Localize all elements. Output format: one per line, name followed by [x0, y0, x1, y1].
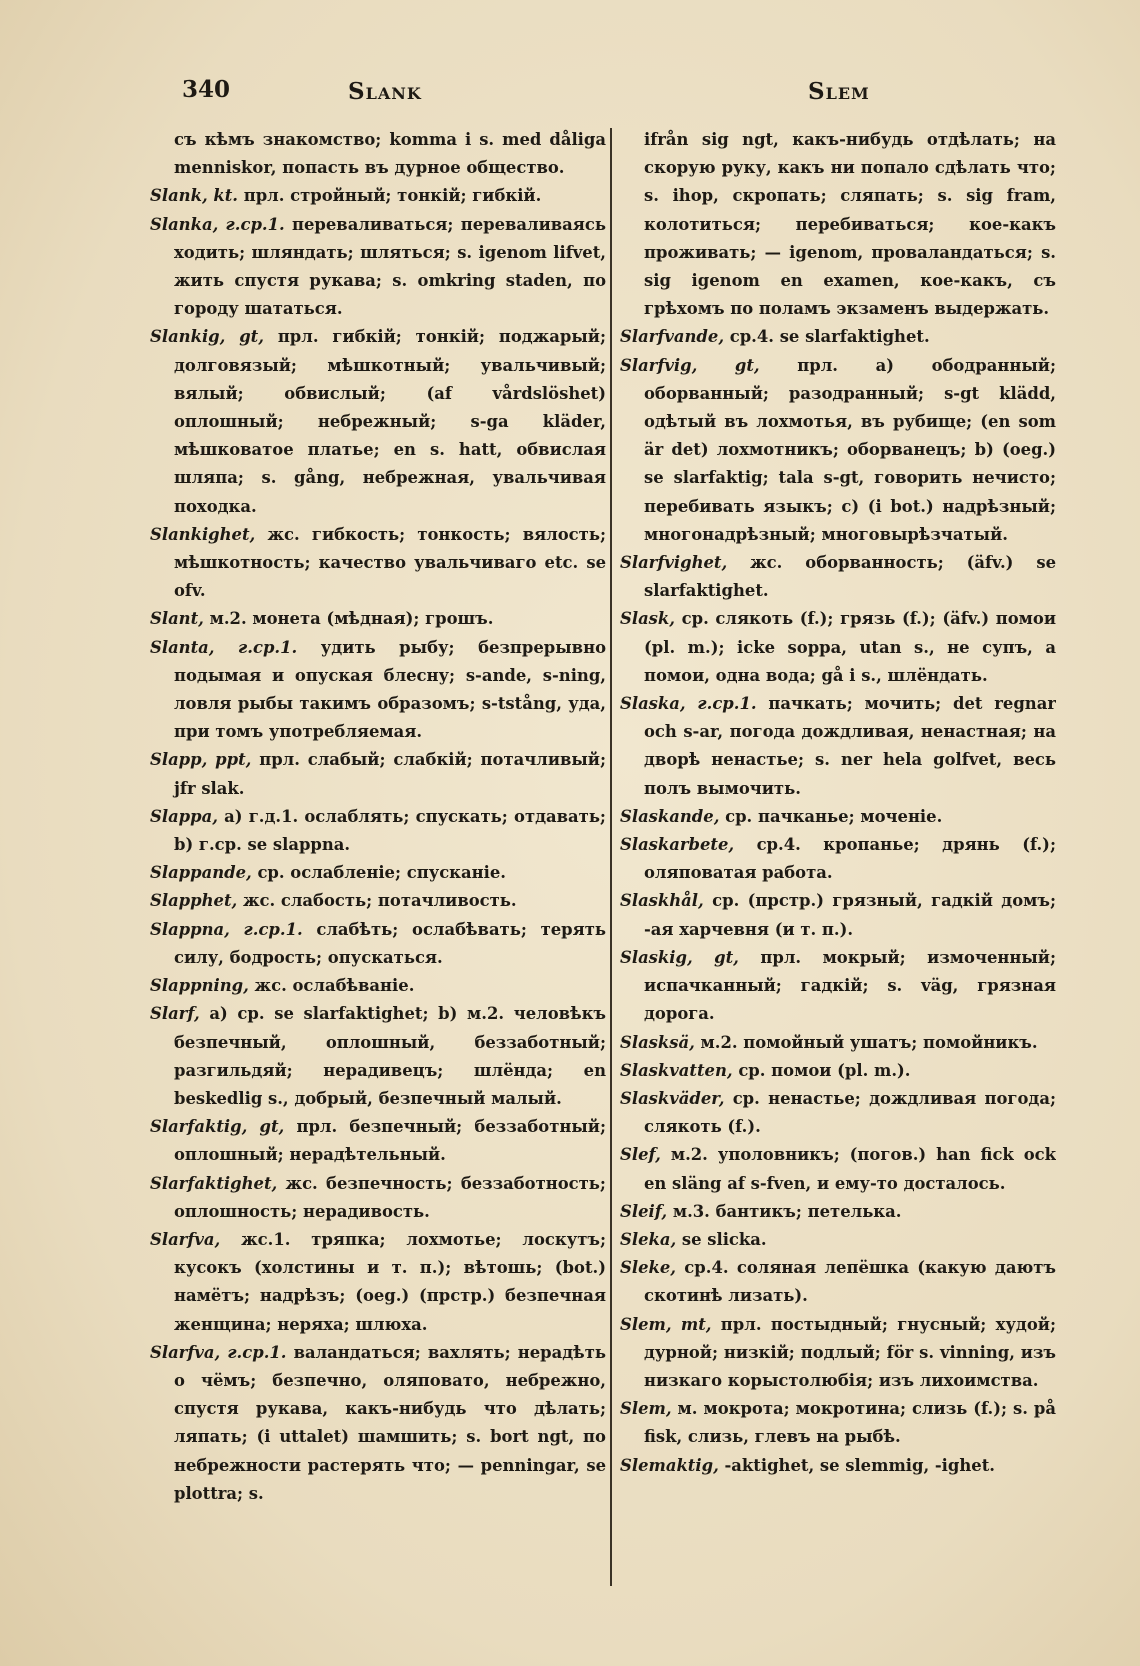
dictionary-entry: [620, 549, 1056, 605]
dictionary-entry: [620, 1198, 1056, 1226]
dictionary-entry: [620, 1085, 1056, 1141]
dictionary-entry: [150, 634, 606, 747]
entry-definition: прл. постыдный; гнусный; худой; дурной; низкій; подлый; för s. vinning, изъ низкаго корыстолюбія; изъ лихоимства.: [644, 1314, 1056, 1390]
entry-headword: Slarfva, г.ср.1.: [150, 1342, 287, 1362]
entry-headword: Slarfvande,: [620, 327, 725, 347]
dictionary-entry: [150, 126, 606, 182]
right-column: [620, 126, 1056, 1606]
entry-definition: ср. (прстр.) грязный, гадкій домъ; -ая харчевня (и т. п.).: [644, 891, 1056, 939]
entry-definition: м.2. монета (мѣдная); грошъ.: [203, 609, 494, 629]
dictionary-entry: [150, 972, 606, 1000]
left-guide-word: Slank: [348, 78, 422, 105]
dictionary-entry: [150, 1170, 606, 1226]
entry-headword: Slappa,: [150, 806, 218, 826]
entry-headword: Slarfvig, gt,: [620, 355, 760, 375]
column-divider: [610, 128, 612, 1586]
entry-headword: Slaskig, gt,: [620, 947, 739, 967]
dictionary-entry: [620, 1141, 1056, 1197]
dictionary-entry: [620, 803, 1056, 831]
entry-definition: удить рыбу; безпрерывно подымая и опуская блесну; s-ande, s-ning, ловля рыбы такимъ образомъ; s-tstång, уда, при томъ употребляемая.: [174, 637, 606, 742]
entry-definition: прл. слабый; слабкій; потачливый; jfr slak.: [174, 750, 606, 798]
entry-headword: Slarfaktighet,: [150, 1173, 278, 1193]
dictionary-entry: [620, 1057, 1056, 1085]
dictionary-entry: [620, 1452, 1056, 1480]
entry-definition: слабѣть; ослабѣвать; терять силу, бодрость; опускаться.: [174, 919, 606, 967]
entry-definition: прл. a) ободранный; оборванный; разодранный; s-gt klädd, одѣтый въ лохмотья, въ рубище; (en som är det) лохмотникъ; оборванецъ; b) (oeg.) se slarfaktig; tala s-gt, говорить нечисто; перебивать языкъ; c) (i bot.) надрѣзный; многонадрѣзный; многовырѣзчатый.: [644, 355, 1056, 544]
dictionary-entry: [620, 944, 1056, 1029]
entry-headword: Slarfvighet,: [620, 553, 728, 573]
dictionary-entry: [150, 521, 606, 606]
dictionary-entry: [150, 211, 606, 324]
entry-definition: ср. ненастье; дождливая погода; слякоть (f.).: [644, 1088, 1056, 1137]
entry-headword: Slaskarbete,: [620, 835, 735, 855]
entry-headword: Slapp, ppt,: [150, 750, 252, 770]
dictionary-entry: [150, 746, 606, 802]
dictionary-entry: [150, 859, 606, 887]
entry-definition: a) ср. se slarfaktighet; b) м.2. человѣкъ безпечный, оплошный, беззаботный; разгильдяй; нерадивецъ; шлёнда; en beskedlig s., добрый, безпечный малый.: [174, 1004, 606, 1108]
dictionary-entry: [620, 1254, 1056, 1310]
dictionary-entry: [150, 323, 606, 520]
left-column: [150, 126, 606, 1606]
entry-headword: Slappna, г.ср.1.: [150, 919, 303, 939]
entry-headword: Slaskväder,: [620, 1088, 725, 1108]
entry-definition: м. мокрота; мокротина; слизь (f.); s. på fisk, слизь, глевъ на рыбѣ.: [644, 1399, 1056, 1447]
entry-headword: Slant,: [150, 609, 204, 629]
entry-headword: Slef,: [620, 1145, 661, 1165]
dictionary-entry: [620, 887, 1056, 943]
dictionary-entry: [150, 916, 606, 972]
entry-headword: Sleke,: [620, 1258, 676, 1278]
entry-headword: Slaskhål,: [620, 891, 704, 911]
entry-definition: ср.4. se slarfaktighet.: [724, 327, 930, 347]
dictionary-entry: [150, 182, 606, 210]
entry-definition: ср.4. соляная лепёшка (какую даютъ скотинѣ лизать).: [644, 1258, 1056, 1306]
entry-headword: Slaska, г.ср.1.: [620, 694, 757, 714]
entry-definition: жс. безпечность; беззаботность; оплошность; нерадивость.: [174, 1173, 606, 1221]
entry-definition: м.2. помойный ушатъ; помойникъ.: [694, 1032, 1038, 1052]
entry-definition: жс. ослабѣваніе.: [248, 976, 415, 996]
entry-headword: Slasksä,: [620, 1032, 695, 1052]
entry-definition: ср. помои (pl. m.).: [732, 1060, 911, 1080]
entry-definition: прл. безпечный; беззаботный; оплошный; нерадѣтельный.: [174, 1117, 606, 1165]
dictionary-entry: [150, 1113, 606, 1169]
entry-headword: Slappande,: [150, 863, 252, 883]
entry-definition: ср. слякоть (f.); грязь (f.); (äfv.) помои (pl. m.); icke soppa, utan s., не супъ, а помои, одна вода; gå i s., шлёндать.: [644, 609, 1056, 685]
entry-definition: -aktighet, se slemmig, -ighet.: [718, 1455, 995, 1475]
entry-definition: жс. слабость; потачливость.: [237, 891, 517, 911]
entry-headword: Slankig, gt,: [150, 327, 264, 347]
dictionary-entry: [150, 1339, 606, 1508]
entry-definition: прл. стройный; тонкій; гибкій.: [238, 186, 542, 206]
entry-definition: ifrån sig ngt, какъ-нибудь отдѣлать; на скорую руку, какъ ни попало сдѣлать что; s. ihop, скропать; сляпать; s. sig fram, колотиться; перебиваться; кое-какъ проживать; — igenom, проваландаться; s. sig igenom en examen, кое-какъ, съ грѣхомъ по поламъ экзаменъ выдержать.: [644, 130, 1056, 319]
entry-definition: прл. гибкій; тонкій; поджарый; долговязый; мѣшкотный; увальчивый; вялый; обвислый; (af vårdslöshet) оплошный; небрежный; s-ga kläder, мѣшковатое платье; en s. hatt, обвислая шляпа; s. gång, небрежная, увальчивая походка.: [174, 327, 606, 516]
page-number: 340: [182, 76, 231, 103]
entry-definition: м.2. уполовникъ; (погов.) han fick ock en släng af s-fven, и ему-то досталось.: [644, 1145, 1056, 1193]
page-header: [178, 72, 1078, 112]
dictionary-entry: [150, 605, 606, 633]
entry-headword: Slem, mt,: [620, 1314, 712, 1334]
dictionary-entry: [620, 352, 1056, 549]
entry-definition: м.3. бантикъ; петелька.: [667, 1201, 902, 1221]
entry-headword: Slank, kt.: [150, 186, 239, 206]
entry-headword: Slappning,: [150, 976, 249, 996]
entry-headword: Sleif,: [620, 1201, 668, 1221]
entry-definition: ср. пачканье; моченіе.: [719, 806, 943, 826]
right-guide-word: Slem: [808, 78, 870, 105]
entry-headword: Sleka,: [620, 1229, 677, 1249]
dictionary-entry: [620, 1029, 1056, 1057]
entry-definition: жс.1. тряпка; лохмотье; лоскутъ; кусокъ (холстины и т. п.); вѣтошь; (bot.) намётъ; надрѣзъ; (oeg.) (прстр.) безпечная женщина; неряха; шлюха.: [174, 1229, 606, 1334]
entry-definition: se slicka.: [676, 1229, 767, 1249]
dictionary-entry: [150, 1000, 606, 1113]
entry-definition: переваливаться; переваливаясь ходить; шляндать; шляться; s. igenom lifvet, жить спустя рукава; s. omkring staden, по городу шататься.: [174, 214, 606, 319]
entry-definition: жс. гибкость; тонкость; вялость; мѣшкотность; качество увальчиваго etc. se ofv.: [174, 524, 606, 601]
entry-headword: Slaskvatten,: [620, 1060, 733, 1080]
dictionary-entry: [150, 803, 606, 859]
dictionary-entry: [620, 1395, 1056, 1451]
dictionary-entry: [620, 1226, 1056, 1254]
entry-definition: пачкать; мочить; det regnar och s-ar, погода дождливая, ненастная; на дворѣ ненастье; s. ner hela golfvet, весь полъ вымочить.: [644, 694, 1056, 798]
entry-headword: Slem,: [620, 1399, 672, 1419]
entry-definition: прл. мокрый; измоченный; испачканный; гадкій; s. väg, грязная дорога.: [644, 947, 1056, 1024]
entry-headword: Slarf,: [150, 1004, 200, 1024]
entry-definition: валандаться; вахлять; нерадѣть о чёмъ; безпечно, оляповато, небрежно, спустя рукава, какъ-нибудь что дѣлать; ляпать; (i uttalet) шамшить; s. bort ngt, по небрежности растерять что; — penningar, se plottra; s.: [174, 1342, 606, 1503]
dictionary-entry: [150, 1226, 606, 1339]
entry-headword: Slarfva,: [150, 1229, 221, 1249]
dictionary-entry: [620, 831, 1056, 887]
entry-definition: жс. оборванность; (äfv.) se slarfaktighet.: [644, 553, 1056, 601]
dictionary-entry: [620, 605, 1056, 690]
entry-definition: a) г.д.1. ослаблять; спускать; отдавать; b) г.ср. se slappna.: [174, 806, 606, 855]
entry-headword: Slaskande,: [620, 806, 720, 826]
entry-headword: Slankighet,: [150, 524, 256, 544]
dictionary-entry: [620, 323, 1056, 351]
entry-headword: Slanta, г.ср.1.: [150, 637, 298, 657]
dictionary-entry: [620, 690, 1056, 803]
entry-headword: Slapphet,: [150, 891, 238, 911]
entry-definition: съ кѣмъ знакомство; komma i s. med dåliga menniskor, попасть въ дурное общество.: [174, 130, 606, 178]
entry-definition: ср.4. кропанье; дрянь (f.); оляповатая работа.: [644, 835, 1056, 883]
dictionary-entry: [620, 1311, 1056, 1396]
dictionary-entry: [620, 126, 1056, 323]
dictionary-entry: [150, 887, 606, 915]
entry-headword: Slarfaktig, gt,: [150, 1117, 285, 1137]
entry-headword: Slemaktig,: [620, 1455, 719, 1475]
entry-headword: Slask,: [620, 609, 675, 629]
entry-definition: ср. ослабленіе; спусканіе.: [251, 863, 506, 883]
entry-headword: Slanka, г.ср.1.: [150, 214, 285, 234]
